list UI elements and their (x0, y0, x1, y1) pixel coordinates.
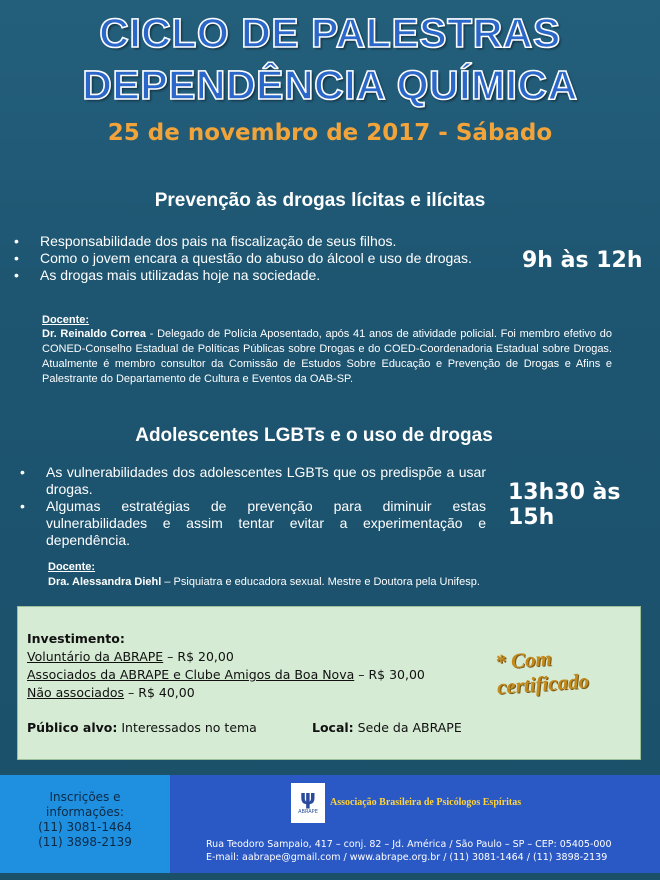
docente-description: – Psiquiatra e educadora sexual. Mestre e Doutora pela Unifesp. (161, 576, 480, 588)
price-category: Voluntário da ABRAPE (27, 649, 164, 664)
topic-text: Responsabilidade dos pais na fiscalização de seus filhos. (40, 233, 397, 249)
organization-address: Rua Teodoro Sampaio, 417 – conj. 82 – Jd. América / São Paulo – SP – CEP: 05405-000 (206, 839, 612, 850)
docente-description: - Delegado de Polícia Aposentado, após 41 anos de atividade policial. Foi membro efetivo do CONED-Conselho Estadual de Políticas Públicas sobre Drogas e do COED-Coordenadoria Estadual sobre Drogas. Atualmente é membro consultor da Comissão de Estudos Sobre Educação e Prevenção de Drogas e Afins e Palestrante do Departamento de Cultura e Eventos da OAB-SP. (42, 328, 612, 385)
price-category: Associados da ABRAPE e Clube Amigos da Boa Nova (27, 667, 355, 682)
registration-info (0, 775, 170, 873)
price-row (27, 667, 425, 682)
publico-row (27, 720, 257, 735)
certificate-note: * Com certificado (494, 646, 590, 699)
registration-line: informações: (46, 805, 124, 819)
price-value: – R$ 40,00 (124, 685, 195, 700)
session1-title: Prevenção às drogas lícitas e ilícitas (154, 190, 486, 211)
organization-footer (170, 775, 660, 873)
price-value: – R$ 30,00 (354, 667, 425, 682)
bullet-icon: • (20, 498, 25, 514)
list-item (10, 267, 480, 284)
organization-name: Associação Brasileira de Psicólogos Espíritas (330, 797, 522, 808)
list-item (16, 498, 486, 549)
bullet-icon: • (20, 464, 25, 480)
session1-time: 9h às 12h (522, 248, 643, 273)
logo-caption: ABRAPE (298, 809, 318, 815)
logo-mark-icon: ψ (300, 785, 316, 809)
publico-value: Interessados no tema (117, 720, 257, 735)
registration-phone: (11) 3898-2139 (38, 835, 132, 849)
local-label: Local: (312, 720, 354, 735)
topic-text: Algumas estratégias de prevenção para diminuir estas vulnerabilidades e assim tentar evitar a experimentação e dependência. (46, 498, 486, 548)
session1-topics (10, 233, 480, 284)
abrape-logo (291, 783, 325, 823)
session2-docente-bio (48, 575, 608, 590)
price-row (27, 685, 195, 700)
session2-topics (16, 464, 486, 549)
price-row (27, 649, 234, 664)
local-row (312, 720, 462, 735)
title-line-1: CICLO DE PALESTRAS (99, 10, 561, 56)
organization-contact: E-mail: aabrape@gmail.com / www.abrape.org.br / (11) 3081-1464 / (11) 3898-2139 (206, 852, 608, 863)
docente-name: Dr. Reinaldo Correa (42, 328, 147, 340)
investment-box (17, 606, 641, 760)
docente-name: Dra. Alessandra Diehl (48, 576, 162, 588)
registration-line: Inscrições e (49, 790, 121, 804)
bullet-icon: • (14, 267, 19, 283)
session2-docente-label: Docente: (48, 561, 96, 573)
price-value: – R$ 20,00 (163, 649, 234, 664)
event-date: 25 de novembro de 2017 - Sábado (107, 120, 553, 146)
topic-text: Como o jovem encara a questão do abuso do álcool e uso de drogas. (40, 250, 472, 266)
title-line-2: DEPENDÊNCIA QUÍMICA (82, 62, 578, 108)
price-category: Não associados (27, 685, 125, 700)
topic-text: As vulnerabilidades dos adolescentes LGBTs que os predispõe a usar drogas. (46, 464, 486, 497)
topic-text: As drogas mais utilizadas hoje na sociedade. (40, 267, 321, 283)
registration-phone: (11) 3081-1464 (38, 820, 132, 834)
list-item (10, 233, 480, 250)
session2-time: 13h30 às 15h (508, 480, 621, 530)
session1-docente-bio (42, 327, 612, 387)
list-item (16, 464, 486, 498)
bullet-icon: • (14, 250, 19, 266)
list-item (10, 250, 480, 267)
local-value: Sede da ABRAPE (353, 720, 462, 735)
session2-title: Adolescentes LGBTs e o uso de drogas (135, 425, 493, 446)
session1-docente-label: Docente: (42, 314, 90, 326)
publico-label: Público alvo: (27, 720, 118, 735)
bullet-icon: • (14, 233, 19, 249)
investment-label: Investimento: (27, 631, 125, 646)
